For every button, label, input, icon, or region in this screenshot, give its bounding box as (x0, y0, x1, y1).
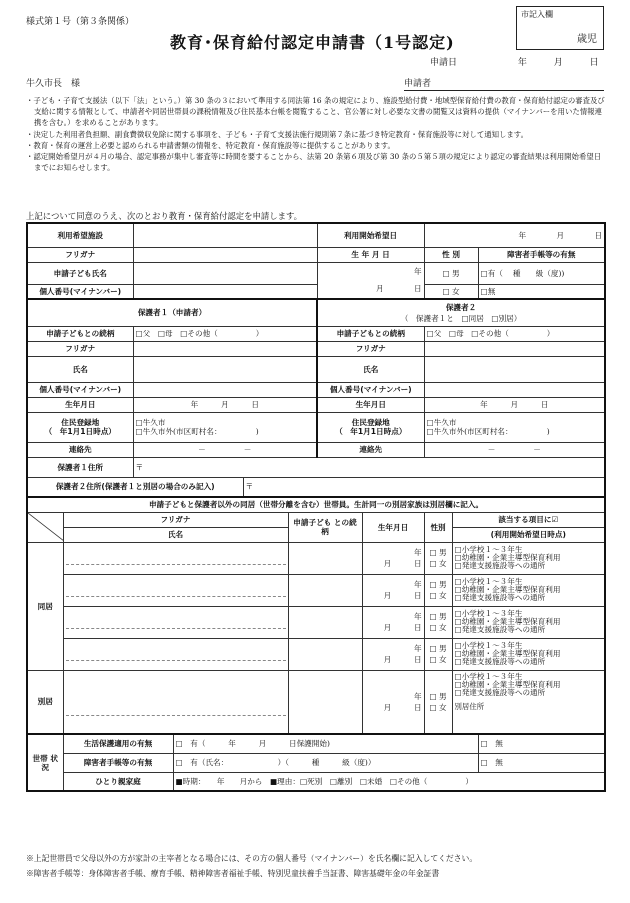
month-label: 月 (510, 400, 519, 409)
male-checkbox[interactable]: □ 男 (429, 644, 447, 653)
hh-furigana-header: フリガナ (63, 512, 288, 527)
single-parent-label: ひとり親家庭 (63, 772, 173, 791)
hh-relation-input[interactable] (288, 574, 362, 606)
day-label: 日 (540, 400, 549, 409)
g2-resident-label (317, 412, 424, 442)
hh-gender-header: 性別 (424, 512, 452, 542)
option-kindergarten[interactable]: □幼稚園・企業主導型保育利用 (454, 585, 561, 594)
g1-furigana-label: フリガナ (27, 341, 133, 356)
hh-applicable-options[interactable] (452, 542, 605, 574)
apply-date-label: 申請日 (430, 58, 458, 68)
option-kindergarten[interactable]: □幼稚園・企業主導型保育利用 (454, 553, 561, 562)
g1-name-label: 氏名 (27, 356, 133, 382)
age-label: 歳児 (577, 34, 597, 45)
female-checkbox[interactable]: □ 女 (429, 655, 447, 664)
option-development[interactable]: □発達支援施設等への通所 (454, 561, 546, 570)
hh-applicable-header: 該当する項目に☑ (452, 512, 605, 527)
consent-notes (26, 95, 606, 173)
hh-relation-input[interactable] (288, 606, 362, 638)
guardian2-title-text: 保護者２ (445, 302, 477, 312)
option-kindergarten[interactable]: □幼稚園・企業主導型保育利用 (454, 649, 561, 658)
hh-birth-input[interactable] (362, 670, 424, 734)
office-use-box (516, 6, 604, 50)
note-item: ・子ども・子育て支援法（以下「法」という。）第 30 条の３において準用する同法第 16 条の規定により、施設型給付費・地域型保育給付費の教育・保育給付認定の審査及び支給に関する情報として、申請者や同居世帯員の課税情報及び住民基本台帳を閲覧すること、官公署に対し必要な文書の閲覧又は資料の提供（マイナンバーを用いた情報連携を含む。）を求めることがあります。 (26, 96, 605, 128)
month-label: 月 (383, 623, 392, 632)
g1-city-out-checkbox[interactable]: □牛久市外(市区町村名： ) (135, 427, 259, 436)
month-label: 月 (383, 559, 392, 568)
male-checkbox[interactable]: □ 男 (429, 580, 447, 589)
child-mynumber-label: 個人番号(マイナンバー) (27, 284, 133, 299)
hh-birth-input[interactable] (362, 638, 424, 670)
g1-resident-label (27, 412, 133, 442)
year-label: 年 (413, 644, 422, 653)
disability-status-has[interactable]: □ 有（氏名： ）（ 種 級（度)） (173, 753, 478, 772)
hh-applicable-options[interactable] (452, 606, 605, 638)
option-elementary[interactable]: □小学校１～３年生 (454, 671, 523, 681)
month-label: 月 (383, 591, 392, 600)
day-label: 日 (413, 623, 422, 632)
year-label: 年 (413, 267, 422, 277)
hh-gender-input[interactable] (424, 670, 452, 734)
hh-relation-header: 申請子ども との続柄 (288, 512, 362, 542)
year-label: 年 (190, 400, 199, 409)
g1-relation-options[interactable]: □父 □母 □その他（ ） (133, 326, 317, 341)
child-name-label: 申請子ども氏名 (27, 262, 133, 284)
separate-row (27, 670, 605, 734)
disability-status-label: 障害者手帳等の有無 (63, 753, 173, 772)
month-label: 月 (220, 400, 229, 409)
cohabit-row (27, 638, 605, 670)
g2-relation-options[interactable]: □父 □母 □その他（ ） (424, 326, 605, 341)
agreement-statement: 上記について同意のうえ、次のとおり教育・保育給付認定を申請します。 (26, 211, 303, 221)
welfare-none-checkbox[interactable]: □ 無 (478, 734, 605, 753)
year-label: 年 (413, 548, 422, 557)
application-table (26, 222, 606, 792)
hh-name-input[interactable] (63, 606, 288, 638)
cohabit-row (27, 606, 605, 638)
hh-name-input[interactable] (63, 670, 288, 734)
hh-applicable-options[interactable] (452, 638, 605, 670)
month-label: 月 (383, 655, 392, 664)
male-checkbox[interactable]: □ 男 (429, 612, 447, 621)
g2-furigana-label: フリガナ (317, 341, 424, 356)
g2-resident-text: 住民登録地 (351, 418, 390, 427)
year-label: 年 (413, 612, 422, 621)
facility-input[interactable] (133, 223, 317, 247)
g1-address-label: 保護者１住所 (27, 457, 133, 477)
g1-contact-label: 連絡先 (27, 442, 133, 457)
g2-resident-sub: （ 年1月1日時点） (335, 427, 407, 436)
month-label: 月 (553, 58, 563, 68)
guardian2-title (317, 299, 605, 326)
female-checkbox[interactable]: □ 女 (429, 702, 447, 712)
g2-address-input[interactable]: 〒 (243, 477, 605, 497)
day-label: 日 (251, 400, 259, 409)
disability-none-checkbox[interactable]: □無 (478, 284, 605, 299)
g1-resident-sub: （ 年1月1日時点） (44, 427, 116, 436)
welfare-label: 生活保護適用の有無 (63, 734, 173, 753)
g1-mynumber-input[interactable] (133, 382, 317, 397)
year-label: 年 (518, 230, 527, 240)
hh-name-header: 氏名 (63, 527, 288, 542)
year-label: 年 (480, 400, 488, 409)
option-development[interactable]: □発達支援施設等への通所 (454, 593, 546, 602)
option-kindergarten[interactable]: □幼稚園・企業主導型保育利用 (454, 679, 561, 689)
day-label: 日 (594, 230, 603, 240)
start-date-label: 利用開始希望日 (317, 223, 424, 247)
child-furigana-label: フリガナ (27, 247, 133, 262)
cohabit-row (27, 542, 605, 574)
household-status-label: 世帯 状況 (27, 734, 63, 791)
form-number: 様式第１号（第３条関係） (26, 17, 135, 27)
child-male-checkbox[interactable]: □ 男 (424, 262, 478, 284)
g1-furigana-input[interactable] (133, 341, 317, 356)
hh-applicable-options[interactable] (452, 574, 605, 606)
g2-name-input[interactable] (424, 356, 605, 382)
g1-resident-options[interactable] (133, 412, 317, 442)
day-label: 日 (589, 58, 599, 68)
cohabit-row (27, 574, 605, 606)
year-label: 年 (517, 58, 527, 68)
hh-relation-input[interactable] (288, 542, 362, 574)
disability-header: 障害者手帳等の有無 (478, 247, 605, 262)
month-label: 月 (556, 230, 565, 240)
application-date (430, 55, 599, 68)
female-checkbox[interactable]: □ 女 (429, 623, 447, 632)
hh-birth-header: 生年月日 (362, 512, 424, 542)
hh-name-input[interactable] (63, 542, 288, 574)
g1-birth-label: 生年月日 (27, 397, 133, 412)
applicant-field[interactable]: 申請者 (404, 76, 604, 91)
child-birthdate-input[interactable] (317, 262, 424, 299)
option-elementary[interactable]: □小学校１～３年生 (454, 577, 523, 586)
female-checkbox[interactable]: □ 女 (429, 559, 447, 568)
form-title: 教育･保育給付認定申請書（1号認定) (170, 33, 455, 52)
separate-address-label: 別居住所 (454, 701, 485, 711)
g1-mynumber-label: 個人番号(マイナンバー) (27, 382, 133, 397)
g1-relation-label: 申請子どもとの続柄 (27, 326, 133, 341)
g1-resident-text: 住民登録地 (61, 418, 100, 427)
g2-birth-input[interactable] (424, 397, 605, 412)
hh-birth-input[interactable] (362, 574, 424, 606)
hh-birth-input[interactable] (362, 542, 424, 574)
male-checkbox[interactable]: □ 男 (429, 691, 447, 701)
hh-name-input[interactable] (63, 638, 288, 670)
guardian2-cohabit-options[interactable]: （ 保護者１と □同居 □別居） (400, 313, 522, 323)
year-label: 年 (413, 691, 422, 701)
day-label: 日 (413, 284, 422, 294)
option-kindergarten[interactable]: □幼稚園・企業主導型保育利用 (454, 617, 561, 626)
hh-gender-input[interactable] (424, 638, 452, 670)
g1-contact-input[interactable]: － － (133, 442, 317, 457)
g1-name-input[interactable] (133, 356, 317, 382)
disability-has-checkbox[interactable]: □有（ 種 級（度)) (478, 262, 605, 284)
option-development[interactable]: □発達支援施設等への通所 (454, 657, 546, 666)
month-label: 月 (375, 284, 384, 294)
option-elementary[interactable]: □小学校１～３年生 (454, 609, 523, 618)
g2-resident-options[interactable] (424, 412, 605, 442)
day-label: 日 (413, 559, 422, 568)
disability-status-none[interactable]: □ 無 (478, 753, 605, 772)
note-item: ・認定開始希望月が４月の場合、認定事務が集中し審査等に時間を要することから、法第 20 条第６項及び第 30 条の５第５項の規定により認定の審査結果は利用開始希望日までにお知らせします。 (26, 152, 602, 173)
g1-address-input[interactable]: 〒 (133, 457, 605, 477)
hh-relation-input[interactable] (288, 670, 362, 734)
hh-gender-input[interactable] (424, 606, 452, 638)
start-date-input[interactable] (424, 223, 605, 247)
g2-name-label: 氏名 (317, 356, 424, 382)
addressee: 牛久市長 様 (26, 79, 81, 89)
birthdate-header: 生 年 月 日 (317, 247, 424, 262)
corner-cell (27, 512, 63, 542)
gender-header: 性 別 (424, 247, 478, 262)
footer-note-2: ※障害者手帳等：身体障害者手帳、療育手帳、精神障害者福祉手帳、特別児童扶養手当証書、障害基礎年金の年金証書 (26, 869, 440, 878)
g2-address-label: 保護者２住所(保護者１と別居の場合のみ記入) (27, 477, 243, 497)
day-label: 日 (413, 591, 422, 600)
option-development[interactable]: □発達支援施設等への通所 (454, 625, 546, 634)
diagonal-line-icon (28, 513, 63, 541)
option-development[interactable]: □発達支援施設等への通所 (454, 687, 546, 697)
g2-mynumber-label: 個人番号(マイナンバー) (317, 382, 424, 397)
welfare-has-checkbox[interactable]: □ 有（ 年 月 日保護開始) (173, 734, 478, 753)
office-use-label: 市記入欄 (521, 10, 553, 19)
hh-gender-input[interactable] (424, 542, 452, 574)
g2-mynumber-input[interactable] (424, 382, 605, 397)
single-parent-options[interactable]: ■時期： 年 月から ■理由：□死別 □離別 □未婚 □その他（ ） (173, 772, 605, 791)
month-label: 月 (383, 702, 392, 712)
child-furigana-input[interactable] (133, 247, 317, 262)
g2-city-out-checkbox[interactable]: □牛久市外(市区町村名： ) (426, 427, 550, 436)
g2-birth-label: 生年月日 (317, 397, 424, 412)
household-title: 申請子どもと保護者以外の同居（世帯分離を含む）世帯員。生計同一の別居家族は別居欄に記入。 (27, 497, 605, 512)
g1-birth-input[interactable] (133, 397, 317, 412)
hh-applicable-sub: (利用開始希望日時点) (452, 527, 605, 542)
g1-city-in-checkbox[interactable]: □牛久市 (135, 418, 166, 427)
g2-furigana-input[interactable] (424, 341, 605, 356)
g2-relation-label: 申請子どもとの続柄 (317, 326, 424, 341)
hh-applicable-options[interactable] (452, 670, 605, 734)
hh-gender-input[interactable] (424, 574, 452, 606)
note-item: ・決定した利用者負担額、副食費徴収免除に関する事項を、子ども・子育て支援法施行規則第７条に基づき特定教育・保育施設等に対して通知します。 (26, 129, 528, 139)
option-elementary[interactable]: □小学校１～３年生 (454, 545, 523, 554)
day-label: 日 (413, 702, 422, 712)
hh-birth-input[interactable] (362, 606, 424, 638)
g2-city-in-checkbox[interactable]: □牛久市 (426, 418, 457, 427)
hh-name-input[interactable] (63, 574, 288, 606)
female-checkbox[interactable]: □ 女 (429, 591, 447, 600)
separate-label: 別居 (27, 670, 63, 734)
guardian1-title: 保護者１（申請者） (27, 299, 317, 326)
hh-relation-input[interactable] (288, 638, 362, 670)
child-name-input[interactable] (133, 262, 317, 284)
cohabit-label: 同居 (27, 542, 63, 670)
year-label: 年 (413, 580, 422, 589)
child-mynumber-input[interactable] (133, 284, 317, 299)
child-female-checkbox[interactable]: □ 女 (424, 284, 478, 299)
footer-note-1: ※上記世帯員で父母以外の方が家計の主宰者となる場合には、その方の個人番号（マイナンバー）を氏名欄に記入してください。 (26, 854, 478, 863)
male-checkbox[interactable]: □ 男 (429, 548, 447, 557)
g2-contact-label: 連絡先 (317, 442, 424, 457)
facility-label: 利用希望施設 (27, 223, 133, 247)
option-elementary[interactable]: □小学校１～３年生 (454, 641, 523, 650)
note-item: ・教育・保育の運営上必要と認められる申請書類の情報を、特定教育・保育施設等に提供することがあります。 (26, 140, 395, 150)
day-label: 日 (413, 655, 422, 664)
g2-contact-input[interactable]: － － (424, 442, 605, 457)
